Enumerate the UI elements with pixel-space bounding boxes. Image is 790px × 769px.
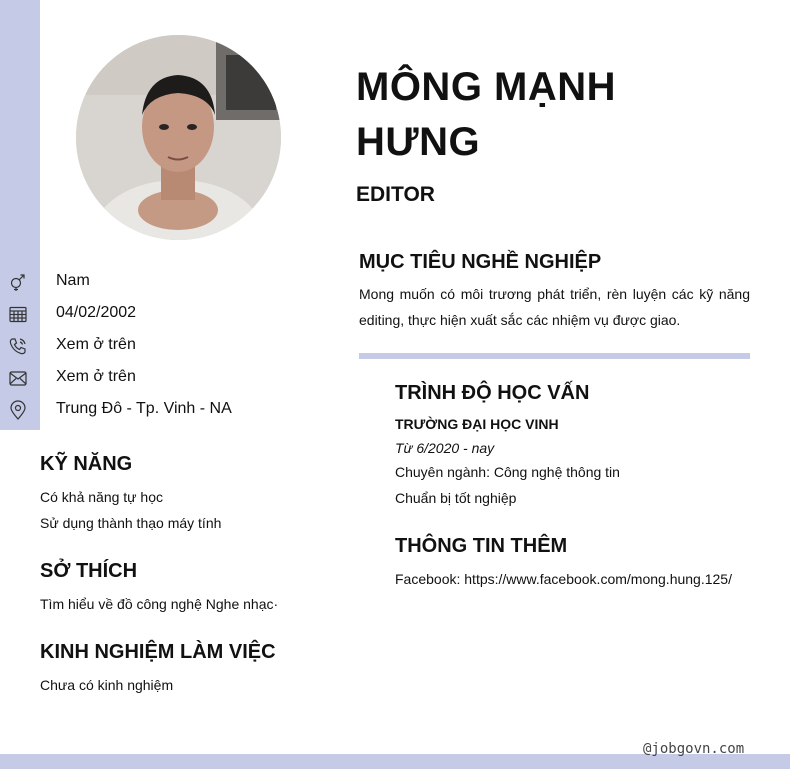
major: Chuyên ngành: Công nghệ thông tin xyxy=(395,464,620,480)
skills-heading: KỸ NĂNG xyxy=(40,453,133,475)
experience-heading: KINH NGHIỆM LÀM VIỆC xyxy=(40,641,276,663)
info-phone xyxy=(0,332,320,360)
phone-icon xyxy=(8,336,28,356)
job-title: EDITOR xyxy=(356,183,435,206)
info-email xyxy=(0,364,320,392)
objective-text: Mong muốn có môi trương phát triển, rèn luyện các kỹ năng editing, thực hiện xuất sắc các nhiệm vụ được giao. xyxy=(359,286,750,328)
objective-heading: MỤC TIÊU NGHỀ NGHIỆP xyxy=(359,251,602,273)
candidate-name: MÔNG MẠNH HƯNG xyxy=(356,65,617,164)
gender-value: Nam xyxy=(56,272,90,289)
gender-icon xyxy=(8,272,28,292)
mail-icon xyxy=(8,368,28,388)
section-divider xyxy=(359,353,750,359)
calendar-icon xyxy=(8,304,28,324)
email-value: Xem ở trên xyxy=(56,368,136,385)
birthdate-value: 04/02/2002 xyxy=(56,304,137,321)
skill-item: Có khả năng tự học xyxy=(40,489,164,505)
graduation-status: Chuẩn bị tốt nghiệp xyxy=(395,490,517,506)
address-value: Trung Đô - Tp. Vinh - NA xyxy=(56,400,232,417)
education-heading: TRÌNH ĐỘ HỌC VẤN xyxy=(395,382,590,404)
hobbies-heading: SỞ THÍCH xyxy=(40,560,138,582)
watermark: @jobgovn.com xyxy=(643,741,745,757)
additional-info-heading: THÔNG TIN THÊM xyxy=(395,535,568,557)
avatar-photo xyxy=(76,35,281,240)
info-address xyxy=(0,396,320,424)
hobby-item: Tìm hiểu về đồ công nghệ Nghe nhạc· xyxy=(40,596,279,612)
school-name: TRƯỜNG ĐẠI HỌC VINH xyxy=(395,416,559,432)
skill-item: Sử dụng thành thạo máy tính xyxy=(40,515,222,531)
facebook-link[interactable]: Facebook: https://www.facebook.com/mong.hung.125/ xyxy=(395,571,732,587)
experience-item: Chưa có kinh nghiệm xyxy=(40,677,174,693)
study-period: Từ 6/2020 - nay xyxy=(395,440,495,456)
location-pin-icon xyxy=(8,400,28,420)
info-birthdate xyxy=(0,300,320,328)
info-gender xyxy=(0,268,320,296)
phone-value: Xem ở trên xyxy=(56,336,136,353)
